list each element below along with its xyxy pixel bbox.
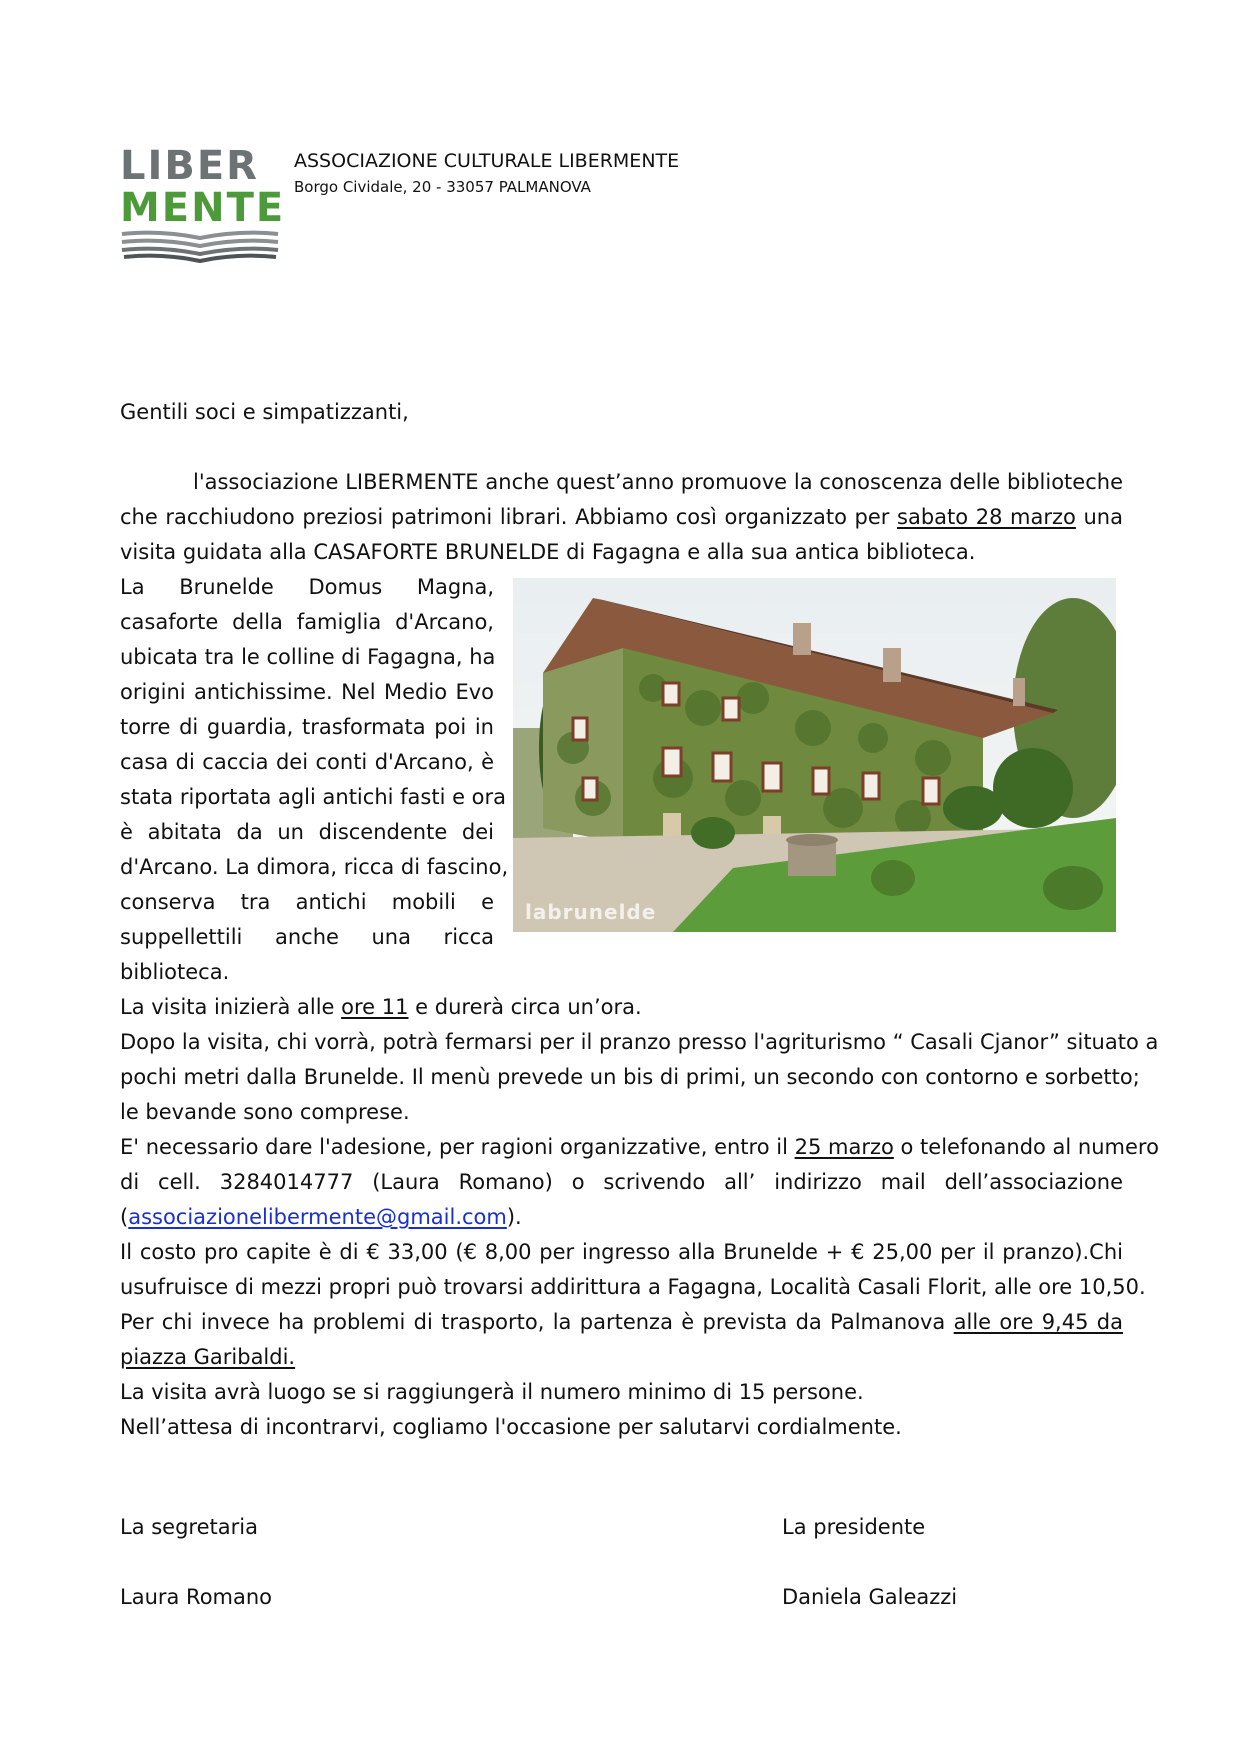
- visit-text-a: La visita inizierà alle: [120, 995, 335, 1019]
- desc-line: casaforte della famiglia d'Arcano,: [120, 610, 494, 634]
- lunch-line-1: Dopo la visita, chi vorrà, potrà fermarsi per il pranzo presso l'agriturismo “ Casali Cjanor” situato a: [120, 1030, 1159, 1054]
- cost-line-2: usufruisce di mezzi propri può trovarsi addirittura a Fagagna, Località Casali Florit, alle ore 10,50.: [120, 1275, 1146, 1299]
- paragraph-1-line-2: [120, 500, 1123, 535]
- visit-time: ore 11: [341, 995, 409, 1019]
- organization-name: ASSOCIAZIONE CULTURALE LIBERMENTE: [294, 150, 680, 172]
- email-link[interactable]: associazionelibermente@gmail.com: [128, 1205, 507, 1229]
- paragraph-1-line-3: visita guidata alla CASAFORTE BRUNELDE di Fagagna e alla sua antica biblioteca.: [120, 540, 976, 564]
- lunch-line-3: le bevande sono comprese.: [120, 1100, 410, 1124]
- desc-line: è abitata da un discendente dei: [120, 820, 494, 844]
- logo-mente-text: MENTE: [120, 185, 286, 231]
- desc-line-last: biblioteca.: [120, 960, 230, 984]
- transport-line-2: [120, 1340, 1123, 1375]
- p1-text-a: che racchiudono preziosi patrimoni librari. Abbiamo così organizzato per: [120, 505, 890, 529]
- event-date: sabato 28 marzo: [897, 505, 1076, 529]
- departure-place: piazza Garibaldi.: [120, 1345, 296, 1369]
- adhesion-line-3: [120, 1200, 1123, 1235]
- desc-line: d'Arcano. La dimora, ricca di fascino,: [120, 855, 509, 879]
- brunelde-illustration: [513, 578, 1116, 932]
- departure-time: alle ore 9,45 da: [953, 1310, 1123, 1334]
- adhesion-text-a: E' necessario dare l'adesione, per ragioni organizzative, entro il: [120, 1135, 788, 1159]
- desc-line: casa di caccia dei conti d'Arcano, è: [120, 750, 494, 774]
- desc-line: torre di guardia, trasformata poi in: [120, 715, 494, 739]
- visit-text-b: e durerà circa un’ora.: [415, 995, 642, 1019]
- transport-text-a: Per chi invece ha problemi di trasporto, la partenza è prevista da Palmanova: [120, 1310, 946, 1334]
- brunelde-photo: [513, 578, 1116, 932]
- desc-line: stata riportata agli antichi fasti e ora: [120, 785, 507, 809]
- lunch-line-2: pochi metri dalla Brunelde. Il menù prevede un bis di primi, un secondo con contorno e sorbetto;: [120, 1065, 1140, 1089]
- desc-line: origini antichissime. Nel Medio Evo: [120, 680, 494, 704]
- libermente-logo: [120, 143, 286, 262]
- desc-line: conserva tra antichi mobili e: [120, 890, 494, 914]
- desc-line: ubicata tra le colline di Fagagna, ha: [120, 645, 496, 669]
- visit-time-line: [120, 990, 1123, 1025]
- secretary-role: La segretaria: [120, 1515, 258, 1539]
- organization-address: Borgo Cividale, 20 - 33057 PALMANOVA: [294, 178, 591, 196]
- desc-line: suppellettili anche una ricca: [120, 925, 494, 949]
- president-role: La presidente: [782, 1515, 926, 1539]
- adhesion-deadline: 25 marzo: [794, 1135, 894, 1159]
- paren-close: ).: [506, 1205, 522, 1229]
- transport-line-1: [120, 1305, 1123, 1340]
- paren-open: (: [120, 1205, 129, 1229]
- adhesion-line-1: [120, 1130, 1159, 1165]
- president-name: Daniela Galeazzi: [782, 1585, 958, 1609]
- secretary-name: Laura Romano: [120, 1585, 273, 1609]
- greeting: Gentili soci e simpatizzanti,: [120, 400, 409, 424]
- cost-line-1: Il costo pro capite è di € 33,00 (€ 8,00 per ingresso alla Brunelde + € 25,00 per il pranzo).Chi: [120, 1240, 1123, 1264]
- p1-text-b: una: [1083, 505, 1123, 529]
- minimum-participants: La visita avrà luogo se si raggiungerà il numero minimo di 15 persone.: [120, 1380, 864, 1404]
- adhesion-line-2: di cell. 3284014777 (Laura Romano) o scrivendo all’ indirizzo mail dell’associazione: [120, 1170, 1123, 1194]
- logo-liber-text: LIBER: [120, 143, 259, 189]
- paragraph-1-line-1: l'associazione LIBERMENTE anche quest’anno promuove la conoscenza delle biblioteche: [193, 470, 1123, 494]
- closing-line: Nell’attesa di incontrarvi, cogliamo l'occasione per salutarvi cordialmente.: [120, 1415, 902, 1439]
- photo-watermark: labrunelde: [525, 900, 657, 924]
- book-icon: [120, 230, 280, 264]
- desc-line: La Brunelde Domus Magna,: [120, 575, 494, 599]
- adhesion-text-b: o telefonando al numero: [900, 1135, 1159, 1159]
